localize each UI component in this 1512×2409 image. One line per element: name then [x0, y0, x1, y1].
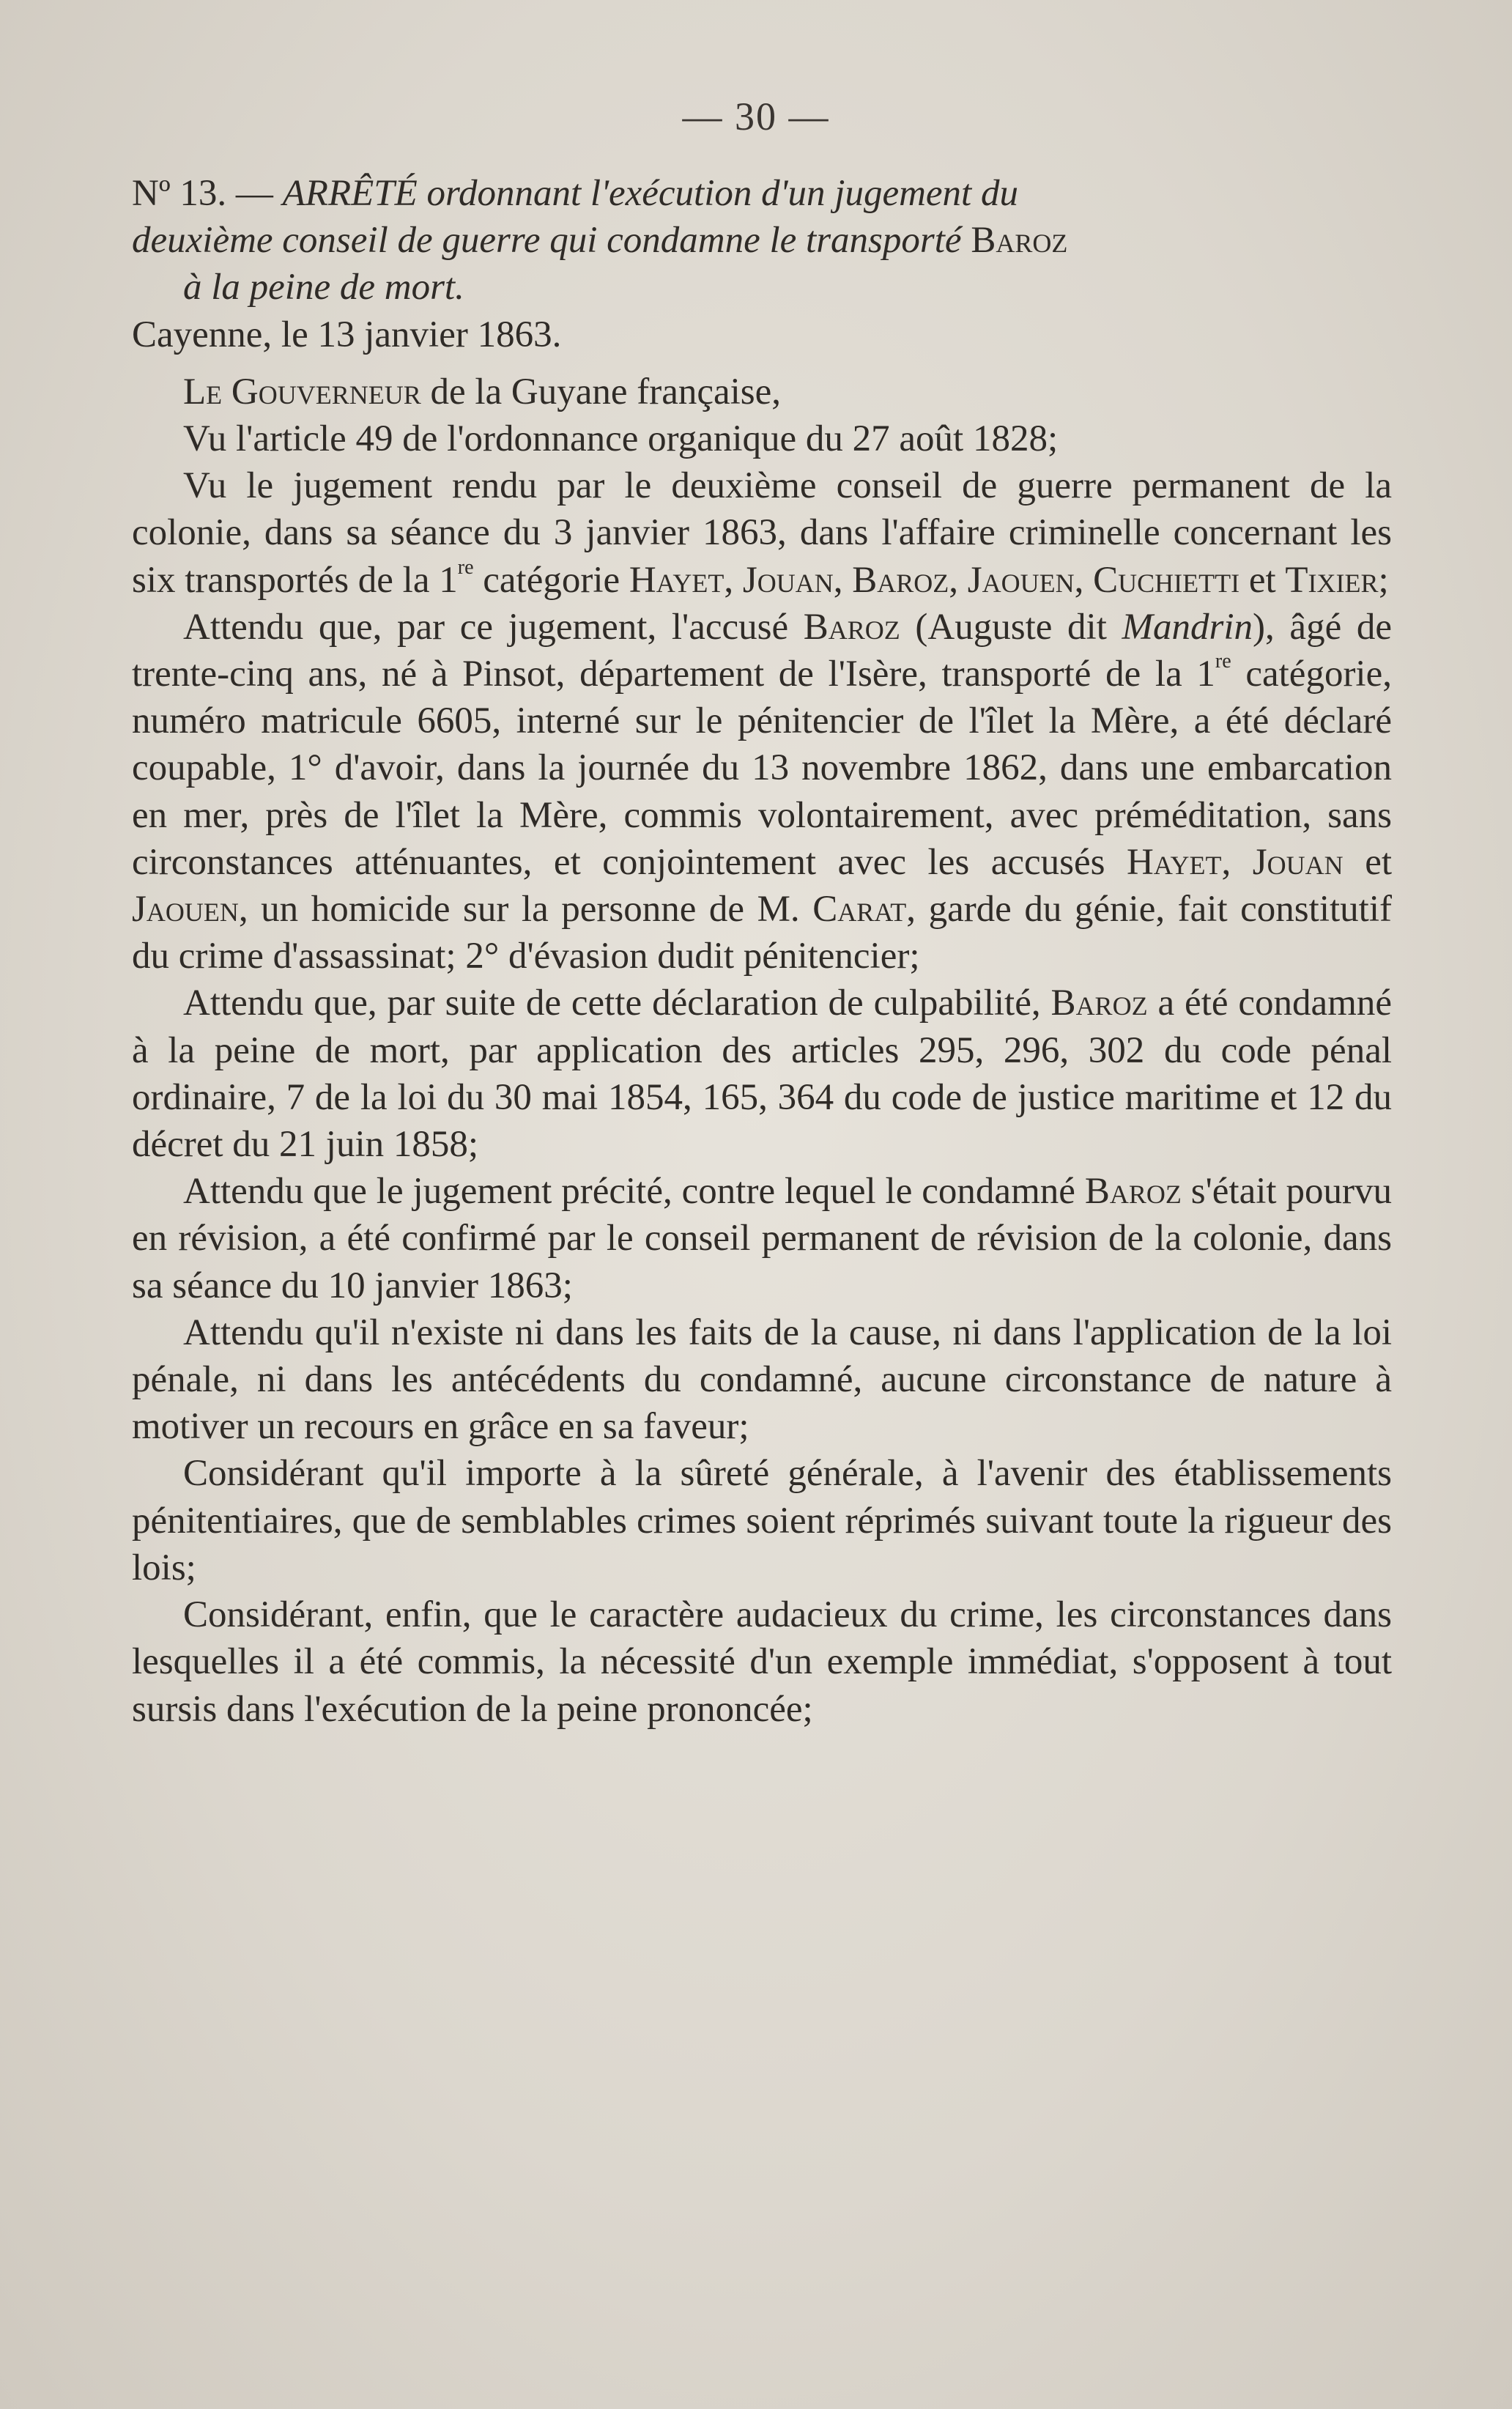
att1-text-e: et [1343, 841, 1393, 883]
att1-text-g: , garde du génie, fait constitutif du crime d'assassinat; 2° d'évasion dudit pénitencier; [132, 889, 1392, 977]
vu2-text-a: Vu le jugement rendu par le deuxième conseil de guerre permanent de la colonie, dans sa séance du 3 janvier 1863, dans l'affaire criminelle concernant les six transportés de la 1 [132, 465, 1392, 601]
vu2-text-b: catégorie [473, 559, 629, 601]
decree-title [132, 170, 1392, 311]
att1-carat: Carat [812, 889, 907, 930]
vu2-name-last: Tixier [1285, 559, 1379, 601]
att3-name: Baroz [1084, 1171, 1182, 1213]
dateline: Cayenne, le 13 janvier 1863. [132, 314, 562, 355]
paragraph-vu-1: Vu l'article 49 de l'ordonnance organique du 27 août 1828; [183, 418, 1059, 460]
vu2-sup: re [457, 555, 474, 579]
paragraph-attendu-2 [132, 980, 1392, 1168]
decree-title-line3: à la peine de mort. [183, 267, 464, 308]
att1-names: Hayet, Jouan [1127, 841, 1344, 883]
att1-name-3: Jaouen [132, 889, 239, 930]
vu2-names: Hayet, Jouan, Baroz, Jaouen, Cuchietti [629, 559, 1240, 601]
att3-text-b: s'était pourvu en révision, a été confirmé par le conseil permanent de révision de la colonie, dans sa séance du 10 janvier 1863; [132, 1171, 1392, 1306]
governor-title: Le Gouverneur [183, 371, 421, 412]
att1-text-a: Attendu que, par ce jugement, l'accusé [183, 606, 804, 648]
att1-text-b: (Auguste dit [900, 606, 1122, 648]
att1-name: Baroz [803, 606, 900, 648]
decree-title-line1: ARRÊTÉ ordonnant l'exécution d'un jugement du [282, 173, 1018, 214]
paragraph-considerant-2: Considérant, enfin, que le caractère audacieux du crime, les circonstances dans lesquelles il a été commis, la nécessité d'un exemple immédiat, s'opposent à tout sursis dans l'exécution de la peine prononcée; [132, 1594, 1392, 1730]
vu2-text-c: et [1239, 559, 1286, 601]
att1-sup: re [1215, 649, 1231, 673]
vu2-text-d: ; [1378, 559, 1389, 601]
page-number: — 30 — [682, 95, 830, 138]
decree-title-name: Baroz [971, 220, 1068, 262]
governor-line [132, 369, 1392, 415]
paragraph-considerant-1: Considérant qu'il importe à la sûreté générale, à l'avenir des établissements pénitentiaires, que de semblables crimes soient réprimés suivant toute la rigueur des lois; [132, 1453, 1392, 1588]
paragraph-attendu-1 [132, 604, 1392, 980]
decree-title-line2: deuxième conseil de guerre qui condamne le transporté [132, 220, 971, 262]
att1-alias: Mandrin [1122, 606, 1253, 648]
att2-name: Baroz [1050, 983, 1148, 1024]
att2-text-b: a été condamné à la peine de mort, par application des articles 295, 296, 302 du code pénal ordinaire, 7 de la loi du 30 mai 1854, 165, 364 du code de justice maritime et 12 du décret du 21 juin 1858; [132, 983, 1393, 1166]
att2-text-a: Attendu que, par suite de cette déclaration de culpabilité, [183, 983, 1051, 1024]
document-body [132, 170, 1392, 1733]
governor-rest: de la Guyane française, [420, 371, 782, 412]
paragraph-attendu-4: Attendu qu'il n'existe ni dans les faits de la cause, ni dans l'application de la loi pénale, ni dans les antécédents du condamné, aucune circonstance de nature à motiver un recours en grâce en sa faveur; [132, 1311, 1392, 1448]
att3-text-a: Attendu que le jugement précité, contre lequel le condamné [183, 1171, 1085, 1213]
decree-number: Nº 13. — [132, 173, 273, 214]
att1-text-f: , un homicide sur la personne de M. [238, 889, 813, 930]
paragraph-attendu-3 [132, 1168, 1392, 1309]
att1-text-d: catégorie, numéro matricule 6605, interné sur le pénitencier de l'îlet la Mère, a été déclaré coupable, 1° d'avoir, dans la journée du 13 novembre 1862, dans une embarcation en mer, près de l'îlet la Mère, commis volontairement, avec préméditation, sans circonstances atténuantes, et conjointement avec les accusés [132, 654, 1392, 883]
att1-text-c: ), âgé de trente-cinq ans, né à Pinsot, département de l'Isère, transporté de la 1 [132, 606, 1392, 695]
paragraph-vu-2 [132, 462, 1392, 604]
